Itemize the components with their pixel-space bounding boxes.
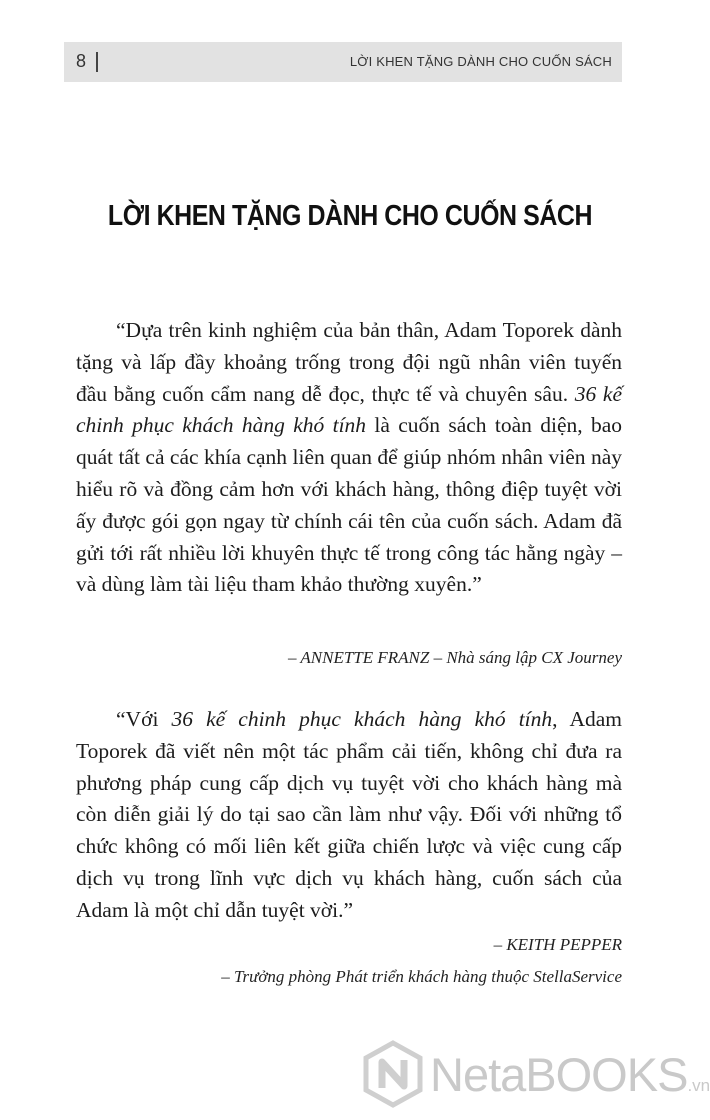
watermark-suffix: .vn — [687, 1076, 710, 1095]
quote-2 — [76, 704, 622, 927]
header-divider — [96, 52, 98, 72]
quote-1-text: “Dựa trên kinh nghiệm của bản thân, Adam Toporek dành tặng và lấp đầy khoảng trống trong đội ngũ nhân viên tuyến đầu bằng cuốn cẩm nang dễ đọc, thực tế và chuyên sâu. — [76, 318, 622, 406]
watermark-text — [430, 1047, 710, 1102]
quote-1-attribution: – ANNETTE FRANZ – Nhà sáng lập CX Journey — [287, 648, 622, 667]
quote-1-book-title: 36 kế chinh phục khách hàng khó tính — [76, 381, 622, 438]
quote-1 — [76, 315, 622, 601]
quote-2-text: “Với — [116, 707, 172, 731]
running-title: LỜI KHEN TẶNG DÀNH CHO CUỐN SÁCH — [349, 54, 612, 69]
quote-2-attribution-name: – KEITH PEPPER — [493, 935, 622, 954]
quote-2-book-title: 36 kế chinh phục khách hàng khó tính — [171, 707, 553, 731]
running-header — [64, 42, 622, 82]
quote-1-text-rest: là cuốn sách toàn diện, bao quát tất cả các khía cạnh liên quan để giúp nhóm nhân viên này hiểu rõ và đồng cảm hơn với khách hàng, thông điệp tuyệt vời ấy được gói gọn ngay từ chính cái tên của cuốn sách. Adam đã gửi tới rất nhiều lời khuyên thực tế trong công tác hằng ngày – và dùng làm tài liệu tham khảo thường xuyên.” — [76, 413, 622, 597]
netabooks-logo-icon — [362, 1040, 424, 1108]
page-number: 8 — [76, 51, 87, 71]
watermark-brand: NetaBOOKS — [430, 1048, 688, 1101]
quote-2-text-rest: , Adam Toporek đã viết nên một tác phẩm cải tiến, không chỉ đưa ra phương pháp cung cấp dịch vụ tuyệt vời cho khách hàng mà còn diễn giải lý do tại sao cần làm như vậy. Đối với những tổ chức không có mối liên kết giữa chiến lược và việc cung cấp dịch vụ trong lĩnh vực dịch vụ khách hàng, cuốn sách của Adam là một chỉ dẫn tuyệt vời.” — [76, 707, 622, 922]
quote-2-attribution-role: – Trưởng phòng Phát triển khách hàng thuộc StellaService — [221, 967, 622, 986]
chapter-title: LỜI KHEN TẶNG DÀNH CHO CUỐN SÁCH — [107, 200, 593, 232]
